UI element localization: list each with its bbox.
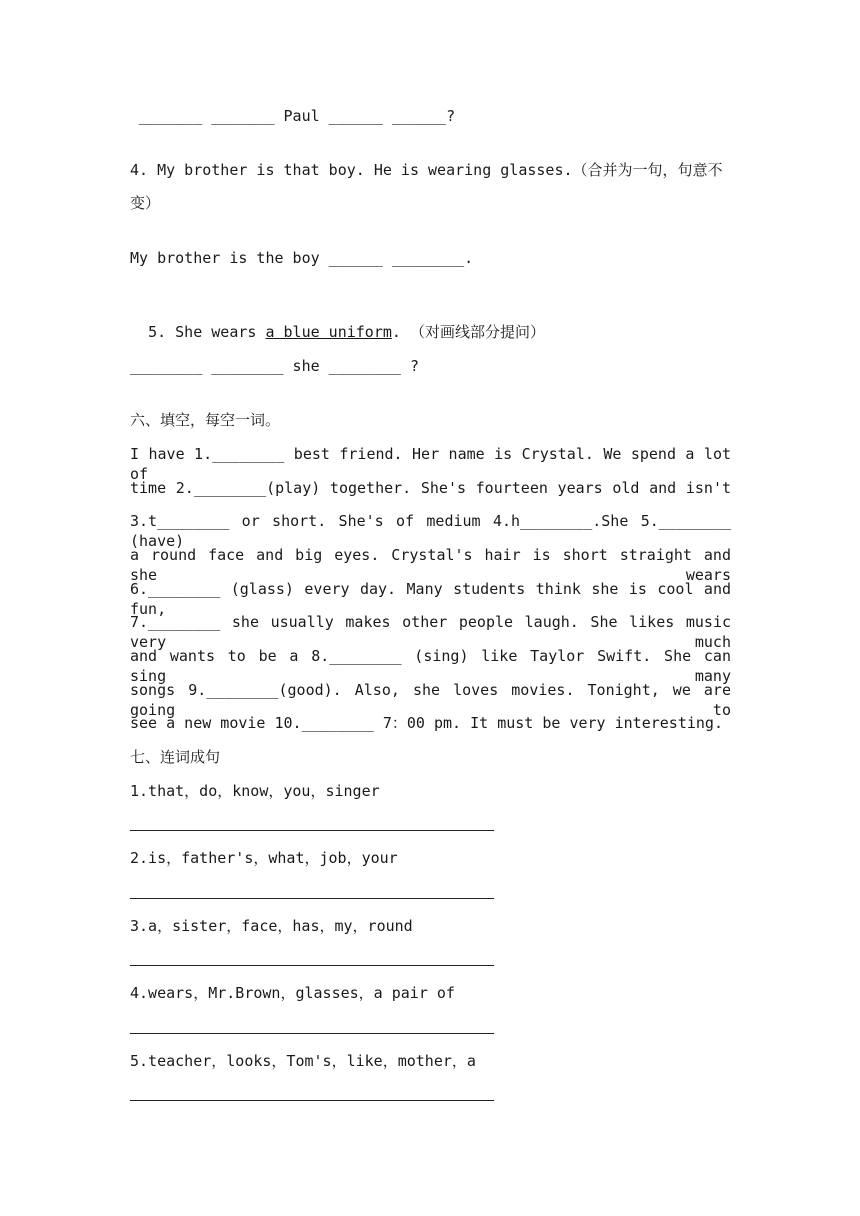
word-order-item-3: 3.a，sister，face，has，my，round <box>130 917 413 935</box>
section7-title: 七、连词成句 <box>130 748 221 766</box>
cloze-line-8: songs 9.________(good). Also, she loves movies. Tonight, we are going to <box>130 681 731 719</box>
answer-rule-5 <box>130 1100 494 1101</box>
q3-answer-line: _______ _______ Paul ______ ______? <box>130 107 456 125</box>
q4-question-line1: 4. My brother is that boy. He is wearing glasses.（合并为一句，句意不 <box>130 161 723 179</box>
q5-suffix: . （对画线部分提问） <box>391 323 545 341</box>
q5-prefix: 5. She wears <box>148 323 266 341</box>
cloze-line-9: see a new movie 10.________ 7：00 pm. It must be very interesting. <box>130 714 723 732</box>
cloze-line-7: and wants to be a 8.________ (sing) like Taylor Swift. She can sing many <box>130 647 731 685</box>
cloze-line-6: 7.________ she usually makes other people laugh. She likes music very much <box>130 613 731 651</box>
q5-question <box>130 302 545 342</box>
cloze-line-1: I have 1.________ best friend. Her name is Crystal. We spend a lot of <box>130 445 731 483</box>
word-order-item-4: 4.wears，Mr.Brown，glasses，a pair of <box>130 984 455 1002</box>
cloze-line-2: time 2.________(play) together. She's fourteen years old and isn't <box>130 479 731 497</box>
answer-rule-2 <box>130 898 494 899</box>
section6-title: 六、填空，每空一词。 <box>130 411 281 429</box>
answer-rule-3 <box>130 965 494 966</box>
answer-rule-4 <box>130 1033 494 1034</box>
answer-rule-1 <box>130 830 494 831</box>
word-order-item-5: 5.teacher，looks，Tom's，like，mother，a <box>130 1052 476 1070</box>
cloze-line-5: 6.________ (glass) every day. Many students think she is cool and fun, <box>130 580 731 618</box>
word-order-item-2: 2.is，father's，what，job，your <box>130 849 398 867</box>
q4-answer-line: My brother is the boy ______ ________. <box>130 249 474 267</box>
word-order-item-1: 1.that，do，know，you，singer <box>130 782 380 800</box>
q4-question-line2: 变） <box>130 194 161 212</box>
cloze-line-4: a round face and big eyes. Crystal's hair is short straight and she wears <box>130 546 731 584</box>
q5-underlined-phrase: a blue uniform <box>265 323 392 341</box>
cloze-line-3: 3.t________ or short. She's of medium 4.h________.She 5.________ (have) <box>130 512 731 550</box>
q5-answer-line: ________ ________ she ________ ? <box>130 357 419 375</box>
